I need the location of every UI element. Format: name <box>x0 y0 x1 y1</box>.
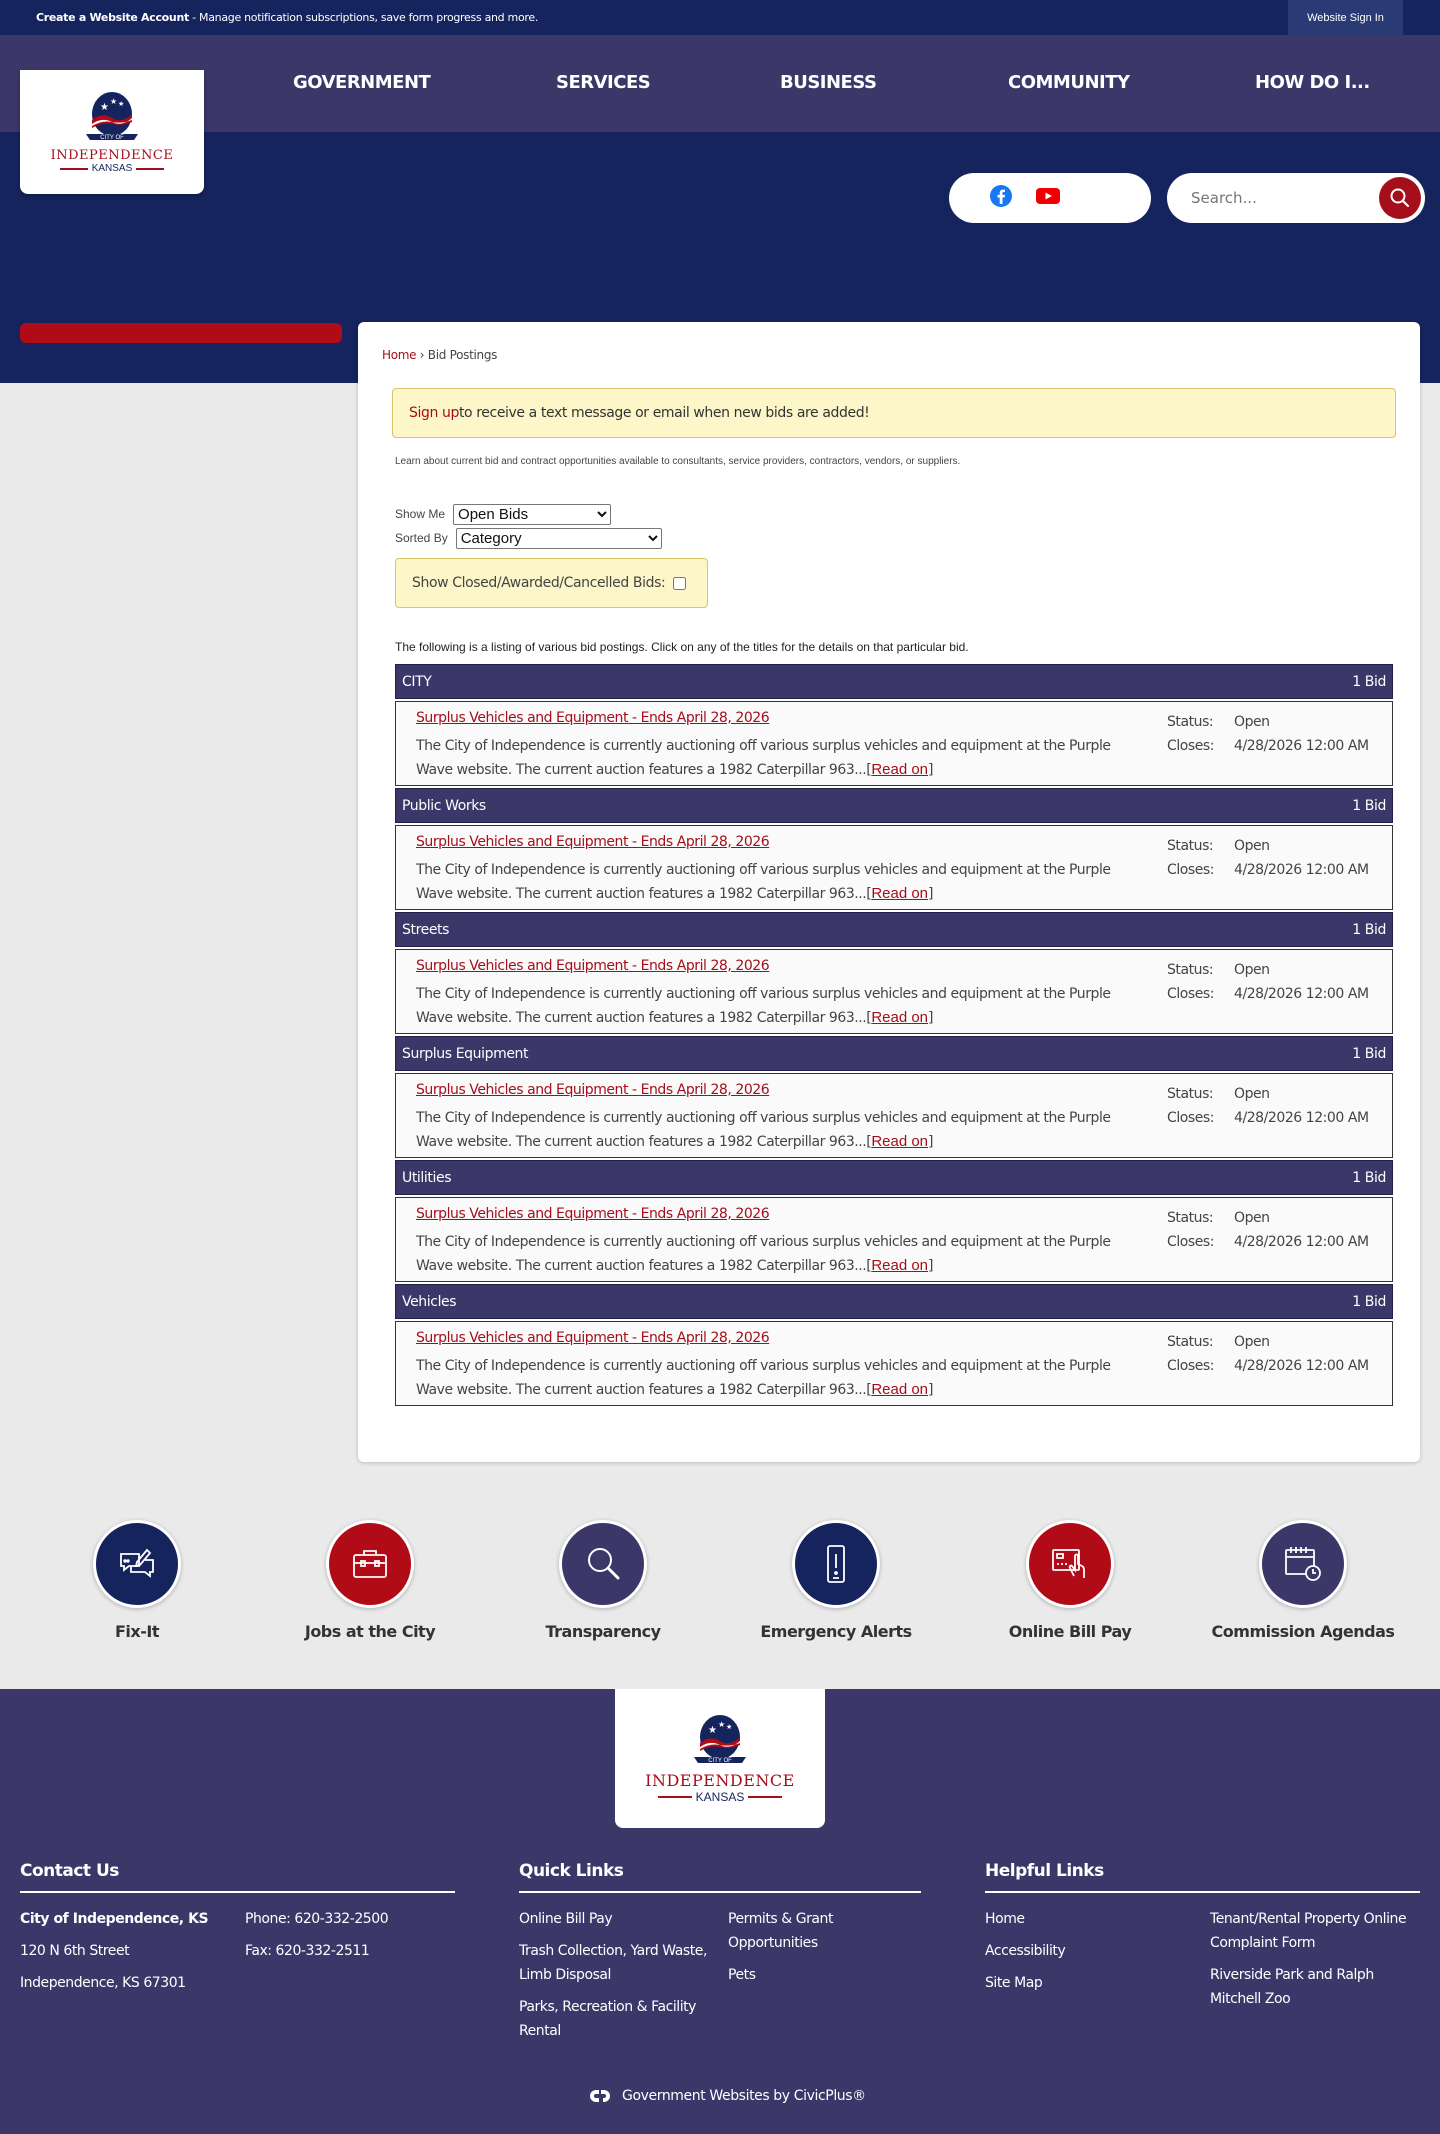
category-name: CITY <box>402 673 432 690</box>
phone-alert-icon <box>792 1520 880 1608</box>
footer <box>0 1689 1440 2134</box>
nav-government[interactable]: GOVERNMENT <box>293 72 431 93</box>
category-header <box>395 664 1393 699</box>
bid-description: The City of Independence is currently auctioning off various surplus vehicles and equipment at the Purple Wave website. The current auction features a 1982 Caterpillar 963...[Read on] <box>416 1234 1111 1274</box>
bid-status: Open <box>1234 962 1270 978</box>
read-on-link[interactable]: Read on <box>871 1133 929 1150</box>
bid-meta: Status: Open Closes: 4/28/2026 12:00 AM <box>1167 962 1369 1002</box>
magnifier-icon <box>559 1520 647 1608</box>
quick-transparency[interactable]: Transparency <box>503 1520 703 1641</box>
category-count: 1 Bid <box>1352 1293 1386 1310</box>
bid-row <box>395 1073 1393 1158</box>
quick-fix-it[interactable]: Fix-It <box>37 1520 237 1641</box>
footer-link[interactable]: Tenant/Rental Property Online Complaint Form <box>1210 1911 1407 1951</box>
read-on-link[interactable]: Read on <box>871 1009 929 1026</box>
contact-street: 120 N 6th Street <box>20 1943 130 1959</box>
bid-meta: Status: Open Closes: 4/28/2026 12:00 AM <box>1167 714 1369 754</box>
category-header <box>395 788 1393 823</box>
footer-link[interactable]: Trash Collection, Yard Waste, Limb Disposal <box>519 1943 707 1983</box>
card-pay-icon <box>1026 1520 1114 1608</box>
svg-text:CITY OF: CITY OF <box>100 135 124 141</box>
bid-row <box>395 825 1393 910</box>
logo-state: KANSAS <box>658 1790 783 1804</box>
sorted-by-label: Sorted By <box>395 531 448 545</box>
signup-notice: Sign up to receive a text message or email when new bids are added! <box>392 388 1396 438</box>
nav-community[interactable]: COMMUNITY <box>1008 72 1130 93</box>
show-me-label: Show Me <box>395 507 446 521</box>
category-count: 1 Bid <box>1352 921 1386 938</box>
listing-intro: The following is a listing of various bid postings. Click on any of the titles for the details on that particular bid. <box>395 640 969 654</box>
breadcrumb-current: Bid Postings <box>427 348 498 362</box>
bid-description: The City of Independence is currently auctioning off various surplus vehicles and equipment at the Purple Wave website. The current auction features a 1982 Caterpillar 963...[Read on] <box>416 1358 1111 1398</box>
contact-org: City of Independence, KS <box>20 1911 209 1927</box>
svg-text:★: ★ <box>708 1725 717 1736</box>
footer-contact <box>20 1861 455 2003</box>
contact-phone[interactable]: Phone: 620-332-2500 <box>245 1911 389 1927</box>
footer-link[interactable]: Accessibility <box>985 1943 1066 1959</box>
sorted-by-select[interactable] <box>456 528 662 549</box>
intro-text: Learn about current bid and contract opportunities available to consultants, service providers, contractors, vendors, or suppliers. <box>395 456 961 467</box>
bid-status: Open <box>1234 714 1270 730</box>
footer-link[interactable]: Riverside Park and Ralph Mitchell Zoo <box>1210 1967 1374 2007</box>
footer-link[interactable]: Parks, Recreation & Facility Rental <box>519 1999 697 2039</box>
search-icon <box>1389 187 1411 209</box>
sidebar-red-bar <box>20 323 342 343</box>
civicplus-credit[interactable]: Government Websites by CivicPlus® <box>588 2088 866 2104</box>
show-closed-filter <box>395 558 708 608</box>
category-name: Streets <box>402 921 450 938</box>
create-account-link[interactable]: Create a Website Account <box>36 11 189 24</box>
youtube-icon[interactable] <box>1035 186 1061 211</box>
search-button[interactable] <box>1379 177 1421 219</box>
nav-business[interactable]: BUSINESS <box>780 72 877 93</box>
flag-emblem-icon <box>690 1713 750 1769</box>
main-nav <box>0 35 1440 174</box>
show-closed-checkbox[interactable] <box>673 577 686 590</box>
calendar-clock-icon <box>1259 1520 1347 1608</box>
bid-title-link[interactable]: Surplus Vehicles and Equipment - Ends April 28, 2026 <box>416 1082 770 1098</box>
bid-status: Open <box>1234 1086 1270 1102</box>
bid-meta: Status: Open Closes: 4/28/2026 12:00 AM <box>1167 1086 1369 1126</box>
svg-text:★: ★ <box>110 97 118 106</box>
bid-closes: 4/28/2026 12:00 AM <box>1234 1358 1369 1374</box>
category-header <box>395 1284 1393 1319</box>
content-card <box>358 322 1420 1462</box>
footer-link[interactable]: Online Bill Pay <box>519 1911 613 1927</box>
footer-link[interactable]: Permits & Grant Opportunities <box>728 1911 833 1951</box>
footer-link[interactable]: Site Map <box>985 1975 1043 1991</box>
read-on-link[interactable]: Read on <box>871 761 929 778</box>
logo-city-name: INDEPENDENCE <box>50 148 174 163</box>
helpful-links-heading: Helpful Links <box>985 1861 1420 1893</box>
category-header <box>395 1036 1393 1071</box>
read-on-link[interactable]: Read on <box>871 1257 929 1274</box>
contact-city: Independence, KS 67301 <box>20 1975 186 1991</box>
bid-closes: 4/28/2026 12:00 AM <box>1234 1110 1369 1126</box>
bid-closes: 4/28/2026 12:00 AM <box>1234 862 1369 878</box>
facebook-icon[interactable] <box>989 184 1013 213</box>
website-sign-in-button[interactable]: Website Sign In <box>1288 0 1403 35</box>
category-name: Public Works <box>402 797 486 814</box>
nav-how-do-i[interactable]: HOW DO I... <box>1255 72 1370 93</box>
bid-closes: 4/28/2026 12:00 AM <box>1234 738 1369 754</box>
flag-emblem-icon <box>82 90 142 146</box>
breadcrumb: Home › Bid Postings <box>382 348 498 362</box>
bid-status: Open <box>1234 838 1270 854</box>
quick-online-bill-pay[interactable]: Online Bill Pay <box>970 1520 1170 1641</box>
show-closed-label: Show Closed/Awarded/Cancelled Bids: <box>412 575 666 591</box>
main-area <box>0 348 1440 1502</box>
bid-meta: Status: Open Closes: 4/28/2026 12:00 AM <box>1167 1210 1369 1250</box>
category-count: 1 Bid <box>1352 1169 1386 1186</box>
bid-description: The City of Independence is currently auctioning off various surplus vehicles and equipment at the Purple Wave website. The current auction features a 1982 Caterpillar 963...[Read on] <box>416 862 1111 902</box>
svg-text:★: ★ <box>718 1720 726 1729</box>
category-count: 1 Bid <box>1352 673 1386 690</box>
bid-row <box>395 949 1393 1034</box>
bid-title-link[interactable]: Surplus Vehicles and Equipment - Ends April 28, 2026 <box>416 958 770 974</box>
contact-fax: Fax: 620-332-2511 <box>245 1943 370 1959</box>
quick-link-icons <box>0 1502 1440 1689</box>
category-count: 1 Bid <box>1352 1045 1386 1062</box>
read-on-link[interactable]: Read on <box>871 1381 929 1398</box>
quick-commission-agendas[interactable]: Commission Agendas <box>1203 1520 1403 1641</box>
svg-text:★: ★ <box>726 1724 733 1731</box>
svg-text:★: ★ <box>118 101 125 108</box>
top-bar <box>0 0 1440 35</box>
footer-helpful-links <box>985 1861 1420 2019</box>
nav-services[interactable]: SERVICES <box>556 72 651 93</box>
bid-description: The City of Independence is currently auctioning off various surplus vehicles and equipment at the Purple Wave website. The current auction features a 1982 Caterpillar 963...[Read on] <box>416 738 1111 778</box>
bid-title-link[interactable]: Surplus Vehicles and Equipment - Ends April 28, 2026 <box>416 710 770 726</box>
footer-logo[interactable] <box>615 1689 825 1828</box>
bid-meta: Status: Open Closes: 4/28/2026 12:00 AM <box>1167 1334 1369 1374</box>
chat-edit-icon <box>93 1520 181 1608</box>
quick-emergency-alerts[interactable]: Emergency Alerts <box>736 1520 936 1641</box>
create-account-banner[interactable] <box>36 11 538 24</box>
category-count: 1 Bid <box>1352 797 1386 814</box>
category-header <box>395 1160 1393 1195</box>
category-name: Vehicles <box>402 1293 457 1310</box>
bid-description: The City of Independence is currently auctioning off various surplus vehicles and equipment at the Purple Wave website. The current auction features a 1982 Caterpillar 963...[Read on] <box>416 1110 1111 1150</box>
logo-city-name: INDEPENDENCE <box>645 1771 795 1790</box>
search-box <box>1167 173 1425 223</box>
svg-text:CITY OF: CITY OF <box>708 1758 732 1764</box>
bid-meta: Status: Open Closes: 4/28/2026 12:00 AM <box>1167 838 1369 878</box>
bid-closes: 4/28/2026 12:00 AM <box>1234 1234 1369 1250</box>
read-on-link[interactable]: Read on <box>871 885 929 902</box>
create-account-desc: - Manage notification subscriptions, save form progress and more. <box>188 11 539 24</box>
breadcrumb-home[interactable]: Home <box>382 348 417 362</box>
sign-up-link[interactable]: Sign up <box>409 405 459 421</box>
bid-row <box>395 1321 1393 1406</box>
category-name: Surplus Equipment <box>402 1045 529 1062</box>
logo-state: KANSAS <box>60 163 165 174</box>
civicplus-logo-icon <box>588 2088 612 2104</box>
show-me-select[interactable] <box>453 504 611 525</box>
bid-title-link[interactable]: Surplus Vehicles and Equipment - Ends April 28, 2026 <box>416 1206 770 1222</box>
site-logo[interactable] <box>20 70 204 194</box>
bid-row <box>395 1197 1393 1282</box>
bid-row <box>395 701 1393 786</box>
category-name: Utilities <box>402 1169 452 1186</box>
category-header <box>395 912 1393 947</box>
bid-closes: 4/28/2026 12:00 AM <box>1234 986 1369 1002</box>
filters <box>395 502 662 550</box>
contact-heading: Contact Us <box>20 1861 455 1893</box>
search-input[interactable] <box>1191 189 1371 207</box>
quick-links-heading: Quick Links <box>519 1861 921 1893</box>
quick-jobs[interactable]: Jobs at the City <box>270 1520 470 1641</box>
footer-quick-links <box>519 1861 921 2051</box>
footer-link[interactable]: Pets <box>728 1967 756 1983</box>
bid-title-link[interactable]: Surplus Vehicles and Equipment - Ends April 28, 2026 <box>416 834 770 850</box>
footer-link[interactable]: Home <box>985 1911 1025 1927</box>
bid-status: Open <box>1234 1210 1270 1226</box>
bid-list <box>395 664 1393 1408</box>
bid-status: Open <box>1234 1334 1270 1350</box>
bid-description: The City of Independence is currently auctioning off various surplus vehicles and equipment at the Purple Wave website. The current auction features a 1982 Caterpillar 963...[Read on] <box>416 986 1111 1026</box>
social-links <box>949 173 1151 223</box>
bid-title-link[interactable]: Surplus Vehicles and Equipment - Ends April 28, 2026 <box>416 1330 770 1346</box>
svg-text:★: ★ <box>100 102 109 113</box>
briefcase-icon <box>326 1520 414 1608</box>
